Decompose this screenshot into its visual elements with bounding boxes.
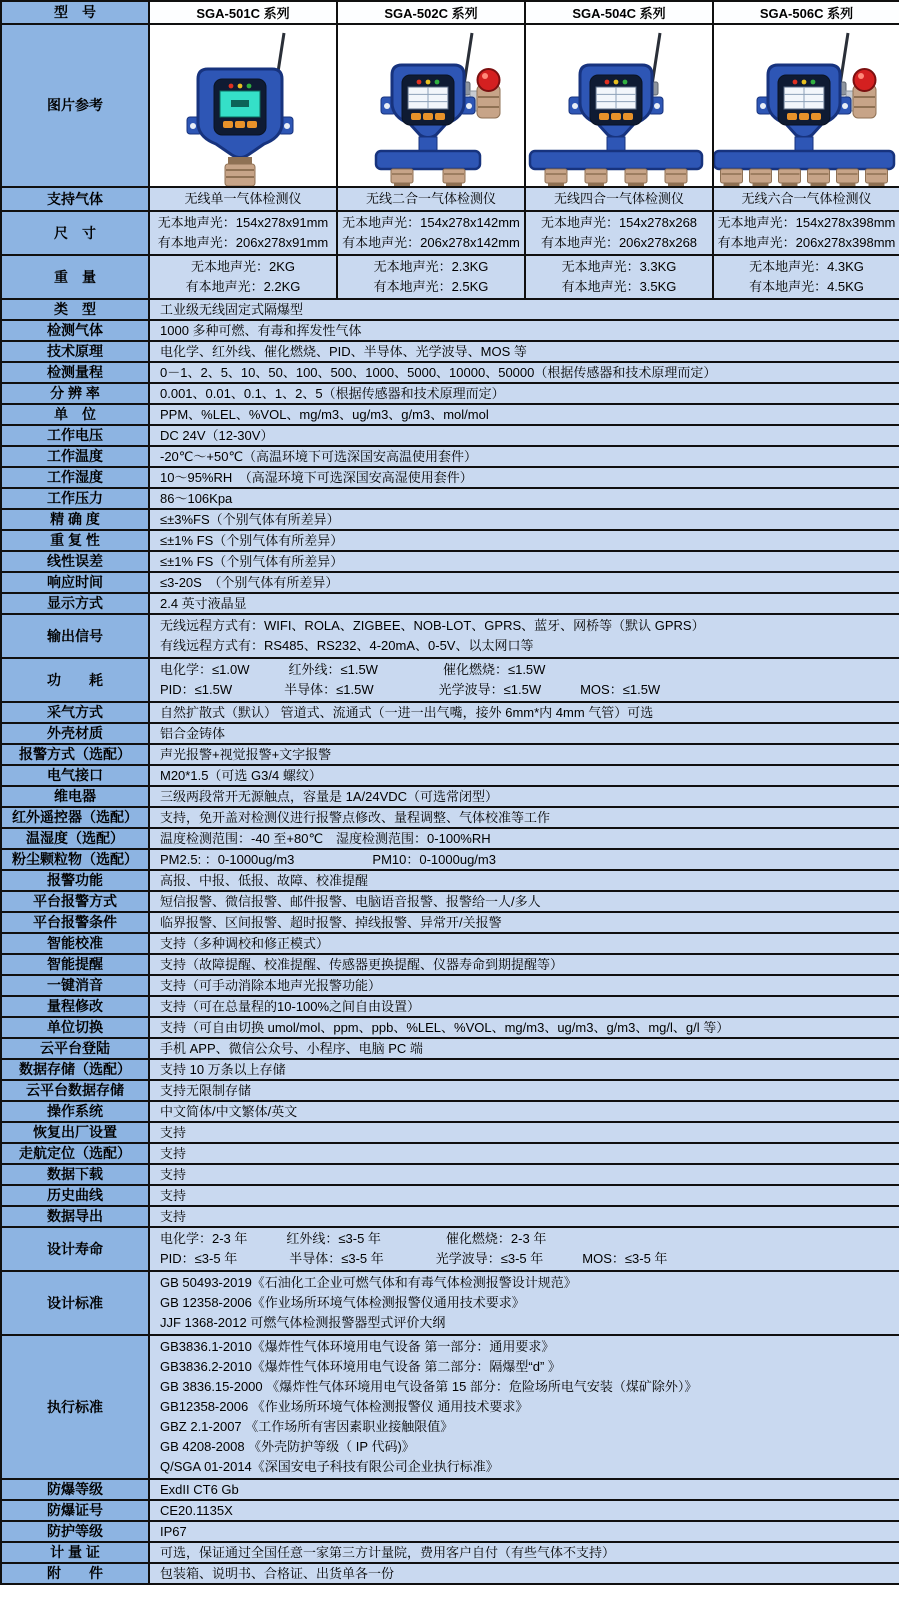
spec-value-line: 支持 bbox=[160, 1188, 187, 1203]
spec-value-line: 中文简体/中文繁体/英文 bbox=[160, 1104, 298, 1119]
spec-quad-cell bbox=[713, 187, 899, 211]
spec-value-line: GB3836.2-2010《爆炸性气体环境用电气设备 第二部分：隔爆型“d” 》 bbox=[160, 1359, 561, 1374]
table-row bbox=[1, 1479, 899, 1500]
row-label: 数据导出 bbox=[1, 1206, 149, 1227]
row-label: 防爆证号 bbox=[1, 1500, 149, 1521]
spec-quad-cell bbox=[149, 187, 337, 211]
spec-value-cell bbox=[149, 362, 899, 383]
spec-value-cell bbox=[149, 341, 899, 362]
spec-value-line: 电化学、红外线、催化燃烧、PID、半导体、光学波导、MOS 等 bbox=[160, 344, 527, 359]
row-label: 设计寿命 bbox=[1, 1227, 149, 1271]
table-row bbox=[1, 1143, 899, 1164]
spec-value-line: 高报、中报、低报、故障、校准提醒 bbox=[160, 873, 369, 888]
spec-value-line: 电化学：2-3 年 红外线：≤3-5 年 催化燃烧：2-3 年 bbox=[160, 1231, 547, 1246]
spec-value-cell bbox=[149, 828, 899, 849]
spec-value-line: 支持（可在总量程的10-100%之间自由设置） bbox=[160, 999, 421, 1014]
table-row bbox=[1, 425, 899, 446]
spec-value-line: 支持（故障提醒、校准提醒、传感器更换提醒、仪器寿命到期提醒等） bbox=[160, 957, 564, 972]
table-row bbox=[1, 1271, 899, 1335]
spec-value-line: GB12358-2006 《作业场所环境气体检测报警仪 通用技术要求》 bbox=[160, 1399, 529, 1414]
spec-value-line: PID：≤1.5W 半导体：≤1.5W 光学波导：≤1.5W MOS：≤1.5W bbox=[160, 682, 661, 697]
row-label: 红外遥控器（选配） bbox=[1, 807, 149, 828]
spec-value-line: 无本地声光：154x278x91mm bbox=[157, 215, 329, 230]
row-label: 外壳材质 bbox=[1, 723, 149, 744]
spec-value-cell bbox=[149, 320, 899, 341]
table-row bbox=[1, 1500, 899, 1521]
row-label: 附 件 bbox=[1, 1563, 149, 1584]
row-label: 计 量 证 bbox=[1, 1542, 149, 1563]
spec-quad-cell bbox=[149, 255, 337, 299]
table-row bbox=[1, 187, 899, 211]
table-row bbox=[1, 744, 899, 765]
spec-value-line: 可选，保证通过全国任意一家第三方计量院，费用客户自付（有些气体不支持） bbox=[160, 1545, 616, 1560]
spec-value-line: 有本地声光：206x278x142mm bbox=[342, 235, 520, 250]
spec-value-cell bbox=[149, 1080, 899, 1101]
table-row bbox=[1, 614, 899, 658]
row-label: 量程修改 bbox=[1, 996, 149, 1017]
spec-value-line: JJF 1368-2012 可燃气体检测报警器型式评价大纲 bbox=[160, 1315, 446, 1330]
spec-value-line: 1000 多种可燃、有毒和挥发性气体 bbox=[160, 323, 362, 338]
row-label: 防爆等级 bbox=[1, 1479, 149, 1500]
spec-value-cell bbox=[149, 614, 899, 658]
table-row bbox=[1, 1, 899, 24]
row-label: 采气方式 bbox=[1, 702, 149, 723]
spec-value-line: 温度检测范围：-40 至+80℃ 湿度检测范围：0-100%RH bbox=[160, 831, 491, 846]
row-label: 检测量程 bbox=[1, 362, 149, 383]
table-row bbox=[1, 849, 899, 870]
row-label: 智能校准 bbox=[1, 933, 149, 954]
spec-value-cell bbox=[149, 1038, 899, 1059]
table-row bbox=[1, 954, 899, 975]
spec-value-line: PID：≤3-5 年 半导体：≤3-5 年 光学波导：≤3-5 年 MOS：≤3-5 年 bbox=[160, 1251, 668, 1266]
model-header-cell: SGA-502C 系列 bbox=[337, 1, 525, 24]
device-image-sga-501c bbox=[149, 24, 337, 187]
table-row bbox=[1, 933, 899, 954]
spec-value-line: GB 50493-2019《石油化工企业可燃气体和有毒气体检测报警设计规范》 bbox=[160, 1275, 577, 1290]
spec-value-line: 无线二合一气体检测仪 bbox=[365, 191, 496, 206]
spec-value-line: 支持 bbox=[160, 1167, 187, 1182]
spec-value-cell bbox=[149, 996, 899, 1017]
row-label: 检测气体 bbox=[1, 320, 149, 341]
row-label: 历史曲线 bbox=[1, 1185, 149, 1206]
spec-value-cell bbox=[149, 912, 899, 933]
table-row bbox=[1, 658, 899, 702]
table-row bbox=[1, 211, 899, 255]
row-label: 智能提醒 bbox=[1, 954, 149, 975]
spec-value-cell bbox=[149, 509, 899, 530]
table-row bbox=[1, 1059, 899, 1080]
spec-value-cell bbox=[149, 404, 899, 425]
spec-value-cell bbox=[149, 1185, 899, 1206]
table-row bbox=[1, 530, 899, 551]
spec-value-cell bbox=[149, 593, 899, 614]
gas-detector-illustration bbox=[150, 25, 336, 186]
spec-value-cell bbox=[149, 446, 899, 467]
row-label: 设计标准 bbox=[1, 1271, 149, 1335]
row-label: 工作温度 bbox=[1, 446, 149, 467]
row-label: 响应时间 bbox=[1, 572, 149, 593]
row-label: 云平台数据存储 bbox=[1, 1080, 149, 1101]
row-label: 工作压力 bbox=[1, 488, 149, 509]
spec-value-cell bbox=[149, 551, 899, 572]
spec-value-line: PPM、%LEL、%VOL、mg/m3、ug/m3、g/m3、mol/mol bbox=[160, 407, 489, 422]
spec-value-line: 支持（可手动消除本地声光报警功能） bbox=[160, 978, 382, 993]
table-row bbox=[1, 255, 899, 299]
spec-value-line: 支持，免开盖对检测仪进行报警点修改、量程调整、气体校准等工作 bbox=[160, 810, 551, 825]
spec-value-cell bbox=[149, 488, 899, 509]
table-row bbox=[1, 488, 899, 509]
spec-value-cell bbox=[149, 658, 899, 702]
spec-quad-cell bbox=[337, 187, 525, 211]
table-row bbox=[1, 1335, 899, 1479]
spec-value-line: 无本地声光：2KG bbox=[190, 259, 295, 274]
spec-value-line: GB 4208-2008 《外壳防护等级（ IP 代码)》 bbox=[160, 1439, 415, 1454]
row-label: 图片参考 bbox=[1, 24, 149, 187]
row-label: 显示方式 bbox=[1, 593, 149, 614]
spec-value-line: 有本地声光：3.5KG bbox=[561, 279, 677, 294]
spec-value-line: 有线远程方式有：RS485、RS232、4-20mA、0-5V、以太网口等 bbox=[160, 638, 534, 653]
spec-value-line: 无线六合一气体检测仪 bbox=[741, 191, 872, 206]
spec-value-cell bbox=[149, 1017, 899, 1038]
spec-value-line: 无本地声光：4.3KG bbox=[749, 259, 864, 274]
table-row bbox=[1, 467, 899, 488]
spec-value-cell bbox=[149, 765, 899, 786]
spec-value-line: 包装箱、说明书、合格证、出货单各一份 bbox=[160, 1566, 395, 1581]
spec-value-line: 无线单一气体检测仪 bbox=[184, 191, 302, 206]
table-row bbox=[1, 593, 899, 614]
spec-value-line: PM2.5: ：0-1000ug/m3 PM10：0-1000ug/m3 bbox=[160, 852, 496, 867]
row-label: 执行标准 bbox=[1, 1335, 149, 1479]
spec-value-line: 无本地声光：3.3KG bbox=[561, 259, 677, 274]
table-row bbox=[1, 702, 899, 723]
spec-value-line: 无线四合一气体检测仪 bbox=[553, 191, 684, 206]
spec-value-line: 0－1、2、5、10、50、100、500、1000、5000、10000、50000（根据传感器和技术原理而定） bbox=[160, 365, 717, 380]
spec-value-line: 电化学：≤1.0W 红外线：≤1.5W 催化燃烧：≤1.5W bbox=[160, 662, 546, 677]
spec-value-cell bbox=[149, 744, 899, 765]
spec-value-line: 0.001、0.01、0.1、1、2、5（根据传感器和技术原理而定） bbox=[160, 386, 505, 401]
spec-value-line: ExdII CT6 Gb bbox=[160, 1482, 239, 1497]
row-label: 重 量 bbox=[1, 255, 149, 299]
spec-value-cell bbox=[149, 1479, 899, 1500]
spec-value-line: 短信报警、微信报警、邮件报警、电脑语音报警、报警给一人/多人 bbox=[160, 894, 541, 909]
spec-value-line: ≤±1% FS（个别气体有所差异） bbox=[160, 554, 344, 569]
row-label: 型 号 bbox=[1, 1, 149, 24]
table-row bbox=[1, 362, 899, 383]
spec-value-cell bbox=[149, 1271, 899, 1335]
spec-value-cell bbox=[149, 954, 899, 975]
spec-value-line: 手机 APP、微信公众号、小程序、电脑 PC 端 bbox=[160, 1041, 423, 1056]
spec-value-cell bbox=[149, 786, 899, 807]
row-label: 一键消音 bbox=[1, 975, 149, 996]
spec-value-line: GBZ 2.1-2007 《工作场所有害因素职业接触限值》 bbox=[160, 1419, 454, 1434]
table-row bbox=[1, 1080, 899, 1101]
spec-value-cell bbox=[149, 530, 899, 551]
row-label: 维电器 bbox=[1, 786, 149, 807]
row-label: 平台报警条件 bbox=[1, 912, 149, 933]
row-label: 输出信号 bbox=[1, 614, 149, 658]
table-row bbox=[1, 1542, 899, 1563]
row-label: 报警功能 bbox=[1, 870, 149, 891]
spec-value-cell bbox=[149, 1101, 899, 1122]
spec-value-line: 无本地声光：2.3KG bbox=[373, 259, 489, 274]
row-label: 单 位 bbox=[1, 404, 149, 425]
spec-value-line: 支持 bbox=[160, 1209, 187, 1224]
table-row bbox=[1, 404, 899, 425]
table-row bbox=[1, 807, 899, 828]
spec-value-line: 支持 10 万条以上存储 bbox=[160, 1062, 286, 1077]
table-row bbox=[1, 320, 899, 341]
spec-value-cell bbox=[149, 1227, 899, 1271]
table-row bbox=[1, 1521, 899, 1542]
spec-value-line: 声光报警+视觉报警+文字报警 bbox=[160, 747, 332, 762]
spec-value-line: 无本地声光：154x278x398mm bbox=[717, 215, 896, 230]
spec-quad-cell bbox=[525, 255, 713, 299]
row-label: 电气接口 bbox=[1, 765, 149, 786]
table-row bbox=[1, 1017, 899, 1038]
spec-value-line: 有本地声光：4.5KG bbox=[749, 279, 864, 294]
row-label: 云平台登陆 bbox=[1, 1038, 149, 1059]
table-row bbox=[1, 912, 899, 933]
spec-value-line: 有本地声光：206x278x91mm bbox=[157, 235, 329, 250]
spec-value-line: 无本地声光：154x278x268 bbox=[540, 215, 698, 230]
spec-value-line: 有本地声光：2.5KG bbox=[373, 279, 489, 294]
spec-value-cell bbox=[149, 702, 899, 723]
row-label: 温湿度（选配） bbox=[1, 828, 149, 849]
model-header-cell: SGA-506C 系列 bbox=[713, 1, 899, 24]
spec-quad-cell bbox=[337, 255, 525, 299]
row-label: 重 复 性 bbox=[1, 530, 149, 551]
spec-value-line: 有本地声光：2.2KG bbox=[185, 279, 301, 294]
table-row bbox=[1, 1227, 899, 1271]
spec-value-cell bbox=[149, 572, 899, 593]
spec-value-cell bbox=[149, 975, 899, 996]
table-row bbox=[1, 1206, 899, 1227]
row-label: 尺 寸 bbox=[1, 211, 149, 255]
spec-value-line: 86～106Kpa bbox=[160, 491, 233, 506]
spec-value-cell bbox=[149, 1122, 899, 1143]
table-row bbox=[1, 1185, 899, 1206]
row-label: 粉尘颗粒物（选配） bbox=[1, 849, 149, 870]
table-row bbox=[1, 24, 899, 187]
spec-value-cell bbox=[149, 933, 899, 954]
row-label: 分 辨 率 bbox=[1, 383, 149, 404]
spec-value-cell bbox=[149, 807, 899, 828]
spec-value-cell bbox=[149, 1143, 899, 1164]
model-header-cell: SGA-504C 系列 bbox=[525, 1, 713, 24]
spec-quad-cell bbox=[149, 211, 337, 255]
table-row bbox=[1, 975, 899, 996]
spec-value-line: ≤3-20S （个别气体有所差异） bbox=[160, 575, 339, 590]
spec-value-cell bbox=[149, 1563, 899, 1584]
spec-quad-cell bbox=[525, 211, 713, 255]
row-label: 恢复出厂设置 bbox=[1, 1122, 149, 1143]
table-row bbox=[1, 1164, 899, 1185]
spec-value-line: 有本地声光：206x278x398mm bbox=[717, 235, 896, 250]
spec-value-line: 三级两段常开无源触点，容量是 1A/24VDC（可选常闭型） bbox=[160, 789, 499, 804]
spec-quad-cell bbox=[337, 211, 525, 255]
spec-quad-cell bbox=[713, 211, 899, 255]
row-label: 数据下载 bbox=[1, 1164, 149, 1185]
table-row bbox=[1, 572, 899, 593]
spec-value-line: 工业级无线固定式隔爆型 bbox=[160, 302, 304, 317]
table-row bbox=[1, 1563, 899, 1584]
spec-value-line: DC 24V（12-30V） bbox=[160, 428, 274, 443]
gas-detector-illustration bbox=[714, 25, 899, 186]
table-row bbox=[1, 446, 899, 467]
table-row bbox=[1, 299, 899, 320]
spec-value-line: ≤±3%FS（个别气体有所差异） bbox=[160, 512, 340, 527]
row-label: 数据存储（选配） bbox=[1, 1059, 149, 1080]
table-row bbox=[1, 723, 899, 744]
spec-value-line: ≤±1% FS（个别气体有所差异） bbox=[160, 533, 344, 548]
spec-value-line: GB 3836.15-2000 《爆炸性气体环境用电气设备第 15 部分：危险场所电气安装（煤矿除外）》 bbox=[160, 1379, 698, 1394]
device-image-sga-506c bbox=[713, 24, 899, 187]
spec-value-line: IP67 bbox=[160, 1524, 187, 1539]
spec-quad-cell bbox=[525, 187, 713, 211]
spec-value-cell bbox=[149, 1542, 899, 1563]
table-row bbox=[1, 828, 899, 849]
table-row bbox=[1, 765, 899, 786]
row-label: 单位切换 bbox=[1, 1017, 149, 1038]
table-row bbox=[1, 1101, 899, 1122]
spec-value-cell bbox=[149, 425, 899, 446]
row-label: 防护等级 bbox=[1, 1521, 149, 1542]
model-header-cell: SGA-501C 系列 bbox=[149, 1, 337, 24]
table-row bbox=[1, 1122, 899, 1143]
table-row bbox=[1, 551, 899, 572]
table-row bbox=[1, 891, 899, 912]
row-label: 类 型 bbox=[1, 299, 149, 320]
spec-value-cell bbox=[149, 849, 899, 870]
spec-value-line: 10～95%RH （高湿环境下可选深国安高湿使用套件） bbox=[160, 470, 473, 485]
row-label: 精 确 度 bbox=[1, 509, 149, 530]
spec-value-cell bbox=[149, 723, 899, 744]
row-label: 报警方式（选配） bbox=[1, 744, 149, 765]
gas-detector-illustration bbox=[338, 25, 524, 186]
table-row bbox=[1, 383, 899, 404]
spec-value-line: 支持（多种调校和修正模式） bbox=[160, 936, 330, 951]
spec-value-line: M20*1.5（可选 G3/4 螺纹） bbox=[160, 768, 322, 783]
row-label: 功 耗 bbox=[1, 658, 149, 702]
row-label: 技术原理 bbox=[1, 341, 149, 362]
spec-table-body bbox=[1, 1, 899, 1584]
device-image-sga-504c bbox=[525, 24, 713, 187]
spec-value-line: -20℃～+50℃（高温环境下可选深国安高温使用套件） bbox=[160, 449, 478, 464]
table-row bbox=[1, 1038, 899, 1059]
spec-value-line: 铝合金铸体 bbox=[160, 726, 226, 741]
table-row bbox=[1, 341, 899, 362]
spec-value-line: 支持 bbox=[160, 1125, 187, 1140]
spec-value-line: 无线远程方式有：WIFI、ROLA、ZIGBEE、NOB-LOT、GPRS、蓝牙、网桥等（默认 GPRS） bbox=[160, 618, 705, 633]
spec-value-line: CE20.1135X bbox=[160, 1503, 233, 1518]
spec-value-line: Q/SGA 01-2014《深国安电子科技有限公司企业执行标准》 bbox=[160, 1459, 499, 1474]
spec-value-line: 支持 bbox=[160, 1146, 187, 1161]
spec-value-line: 无本地声光：154x278x142mm bbox=[342, 215, 520, 230]
spec-value-line: 自然扩散式（默认） 管道式、流通式（一进一出气嘴，接外 6mm*内 4mm 气管）可选 bbox=[160, 705, 654, 720]
row-label: 平台报警方式 bbox=[1, 891, 149, 912]
spec-value-cell bbox=[149, 467, 899, 488]
row-label: 支持气体 bbox=[1, 187, 149, 211]
spec-value-cell bbox=[149, 1059, 899, 1080]
spec-value-line: 有本地声光：206x278x268 bbox=[540, 235, 698, 250]
spec-value-cell bbox=[149, 870, 899, 891]
spec-value-line: 支持（可自由切换 umol/mol、ppm、ppb、%LEL、%VOL、mg/m3、ug/m3、g/m3、mg/l、g/l 等） bbox=[160, 1020, 730, 1035]
table-row bbox=[1, 786, 899, 807]
row-label: 工作电压 bbox=[1, 425, 149, 446]
spec-value-line: 支持无限制存储 bbox=[160, 1083, 252, 1098]
device-image-sga-502c bbox=[337, 24, 525, 187]
row-label: 线性误差 bbox=[1, 551, 149, 572]
spec-value-line: 临界报警、区间报警、超时报警、掉线报警、异常开/关报警 bbox=[160, 915, 502, 930]
row-label: 工作湿度 bbox=[1, 467, 149, 488]
row-label: 操作系统 bbox=[1, 1101, 149, 1122]
table-row bbox=[1, 996, 899, 1017]
spec-value-line: GB3836.1-2010《爆炸性气体环境用电气设备 第一部分：通用要求》 bbox=[160, 1339, 555, 1354]
spec-value-cell bbox=[149, 1164, 899, 1185]
spec-value-cell bbox=[149, 1500, 899, 1521]
spec-value-line: GB 12358-2006《作业场所环境气体检测报警仪通用技术要求》 bbox=[160, 1295, 525, 1310]
spec-value-line: 2.4 英寸液晶显 bbox=[160, 596, 247, 611]
spec-value-cell bbox=[149, 383, 899, 404]
row-label: 走航定位（选配） bbox=[1, 1143, 149, 1164]
spec-quad-cell bbox=[713, 255, 899, 299]
spec-value-cell bbox=[149, 299, 899, 320]
spec-value-cell bbox=[149, 1206, 899, 1227]
spec-value-cell bbox=[149, 891, 899, 912]
table-row bbox=[1, 509, 899, 530]
table-row bbox=[1, 870, 899, 891]
spec-value-cell bbox=[149, 1335, 899, 1479]
spec-value-cell bbox=[149, 1521, 899, 1542]
gas-detector-illustration bbox=[526, 25, 712, 186]
